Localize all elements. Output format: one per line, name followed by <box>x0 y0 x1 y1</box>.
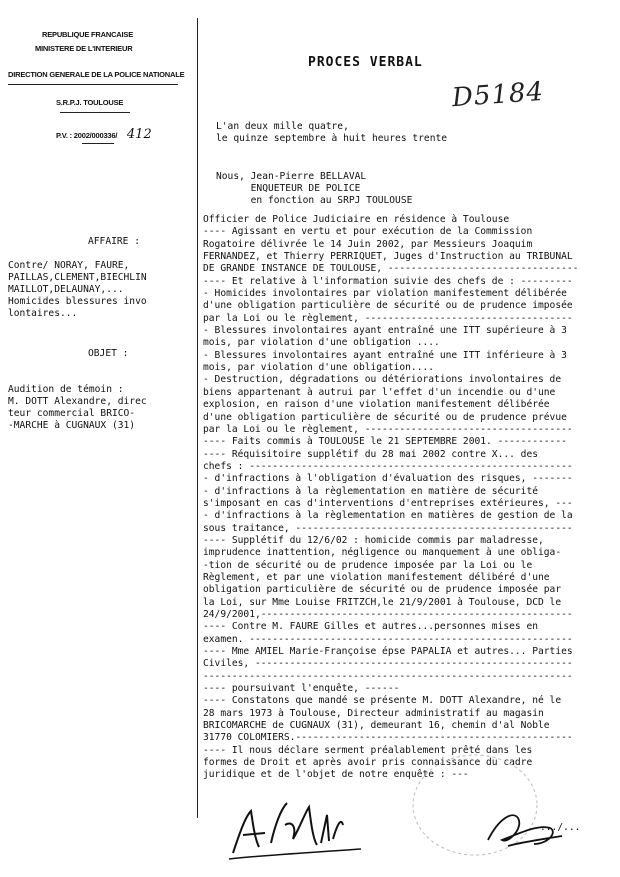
body-line: -tion de sécurité ou de prudence imposée par la Loi ou le <box>203 559 533 571</box>
pv-label: P.V. : 2002/000336/ <box>56 131 118 140</box>
page-title: PROCES VERBAL <box>308 55 423 70</box>
pv-number <box>56 123 152 142</box>
body-line: sous traitance, ------------------------------------------------ <box>203 522 573 534</box>
body-line: ---- Supplétif du 12/6/02 : homicide commis par maladresse, <box>203 534 544 546</box>
pv-suffix: 412 <box>126 127 152 142</box>
objet-line: M. DOTT Alexandre, direc <box>8 396 147 407</box>
ministere-header: MINISTERE DE L'INTERIEUR <box>35 44 133 53</box>
body-line: par la Loi ou le règlement, ------------------------------------ <box>203 312 573 324</box>
body-line: mois, par violation d'une obligation.... <box>203 362 435 374</box>
body-line: 31770 COLOMIERS.------------------------------------------------ <box>203 732 573 744</box>
officer-line-2: ENQUETEUR DE POLICE <box>216 183 361 194</box>
body-line: DE GRANDE INSTANCE DE TOULOUSE, --------------------------------- <box>203 263 579 275</box>
body-line: Civiles, ------------------------------------------------------- <box>203 658 573 670</box>
body-line: Rogatoire délivrée le 14 Juin 2002, par Messieurs Joaquim <box>203 238 533 250</box>
republique-header: REPUBLIQUE FRANCAISE <box>42 30 134 39</box>
srpj-header: S.R.P.J. TOULOUSE <box>56 98 124 107</box>
body-line: biens appartenant à autrui par l'effet d'un incendie ou d'une <box>203 386 556 398</box>
officer-line-3: en fonction au SRPJ TOULOUSE <box>216 195 413 206</box>
objet-line: -MARCHE à CUGNAUX (31) <box>8 420 136 431</box>
date-line-2: le quinze septembre à huit heures trente <box>216 133 448 144</box>
objet-line: teur commercial BRICO- <box>8 408 136 419</box>
body-line: chefs : -------------------------------------------------------- <box>203 460 573 472</box>
affaire-block <box>8 260 147 320</box>
body-line: ---- Mme AMIEL Marie-Françoise épse PAPALIA et autres... Parties <box>203 646 573 658</box>
body-line: - d'infractions à la règlementation en matière de sécurité <box>203 485 539 497</box>
body-line: ---- Réquisitoire supplétif du 28 mai 2002 contre X... des <box>203 448 539 460</box>
body-line: s'imposant en cas d'interventions d'entreprises extérieures, --- <box>203 497 573 509</box>
body-line: 24/9/2001,------------------------------------------------------ <box>203 609 573 620</box>
officer-signature <box>478 800 568 860</box>
body-line: mois, par violation d'une obligation .... <box>203 337 440 349</box>
affaire-line: PAILLAS,CLEMENT,BIECHLIN <box>8 272 147 283</box>
body-line: - Blessures involontaires ayant entraîné une ITT supérieure à 3 <box>203 325 567 337</box>
margin-divider <box>197 18 198 818</box>
body-line: ---- Constatons que mandé se présente M. DOTT Alexandre, né le <box>203 695 562 707</box>
witness-signature <box>225 795 365 865</box>
affaire-line: Contre/ NORAY, FAURE, <box>8 260 130 271</box>
body-line: - d'infractions à la règlementation en matières de gestion de la <box>203 510 573 522</box>
affaire-line: lontaires... <box>8 308 78 319</box>
body-line: ---- Agissant en vertu et pour exécution de la Commission <box>203 226 533 238</box>
body-line: BRICOMARCHE de CUGNAUX (31), demeurant 16, chemin d'al Noble <box>203 720 550 732</box>
body-line: Règlement, et par une violation manifestement délibéré d'une <box>203 571 550 583</box>
handwritten-reference: D5184 <box>451 76 545 114</box>
body-line: juridique et de l'objet de notre enquête : --- <box>203 769 469 781</box>
body-line: 28 mars 1973 à Toulouse, Directeur administratif au magasin <box>203 707 544 719</box>
body-line: examen. -------------------------------------------------------- <box>203 633 573 645</box>
objet-label: OBJET : <box>88 348 129 359</box>
body-line: d'une obligation particulière de sécurité ou de prudence prévue <box>203 411 567 423</box>
body-text <box>203 214 613 782</box>
body-line: par la Loi ou le règlement, ------------------------------------ <box>203 423 573 435</box>
objet-block <box>8 384 147 432</box>
body-line: formes de Droit et après avoir pris connaissance du cadre <box>203 757 533 769</box>
body-line: - Homicides involontaires par violation manifestement délibérée <box>203 288 567 300</box>
date-line-1: L'an deux mille quatre, <box>216 121 349 132</box>
direction-underline <box>8 84 178 85</box>
body-line: Officier de Police Judiciaire en résidence à Toulouse <box>203 214 510 225</box>
body-line: ---------------------------------------------------------------- <box>203 670 573 682</box>
body-line: - d'infractions à l'obligation d'évaluation des risques, ------- <box>203 473 573 485</box>
affaire-label: AFFAIRE : <box>88 236 140 247</box>
body-line: ---- poursuivant l'enquête, ------ <box>203 683 400 695</box>
body-line: ---- Il nous déclare serment préalablement prêté dans les <box>203 744 533 756</box>
affaire-line: Homicides blessures invo <box>8 296 147 307</box>
body-line: explosion, en raison d'une violation manifestement délibérée <box>203 399 550 411</box>
affaire-line: MAILLOT,DELAUNAY,... <box>8 284 124 295</box>
pv-underline <box>82 143 114 144</box>
officer-line-1: Nous, Jean-Pierre BELLAVAL <box>216 171 367 182</box>
body-line: ---- Faits commis à TOULOUSE le 21 SEPTEMBRE 2001. ------------ <box>203 436 567 448</box>
body-line: FERNANDEZ, et Thierry PERRIQUET, Juges d'Instruction au TRIBUNAL <box>203 251 573 263</box>
body-line: d'une obligation particulière de sécurité ou de prudence imposée <box>203 300 573 312</box>
continuation-marker: .../... <box>540 822 581 833</box>
body-line: imprudence inattention, négligence ou manquement à une obliga- <box>203 547 562 559</box>
objet-line: Audition de témoin : <box>8 384 124 395</box>
direction-header: DIRECTION GENERALE DE LA POLICE NATIONALE <box>8 70 185 79</box>
body-line: ---- Contre M. FAURE Gilles et autres...personnes mises en <box>203 621 539 633</box>
body-line: la Loi, sur Mme Louise FRITZCH,le 21/9/2001 à Toulouse, DCD le <box>203 596 562 608</box>
body-line: obligation particulière de sécurité ou de prudence imposée par <box>203 584 562 596</box>
body-line: - Destruction, dégradations ou détériorations involontaires de <box>203 374 562 386</box>
srpj-underline <box>60 112 130 113</box>
body-line: ---- Et relative à l'information suivie des chefs de : --------- <box>203 275 573 287</box>
body-line: - Blessures involontaires ayant entraîné une ITT inférieure à 3 <box>203 349 567 361</box>
